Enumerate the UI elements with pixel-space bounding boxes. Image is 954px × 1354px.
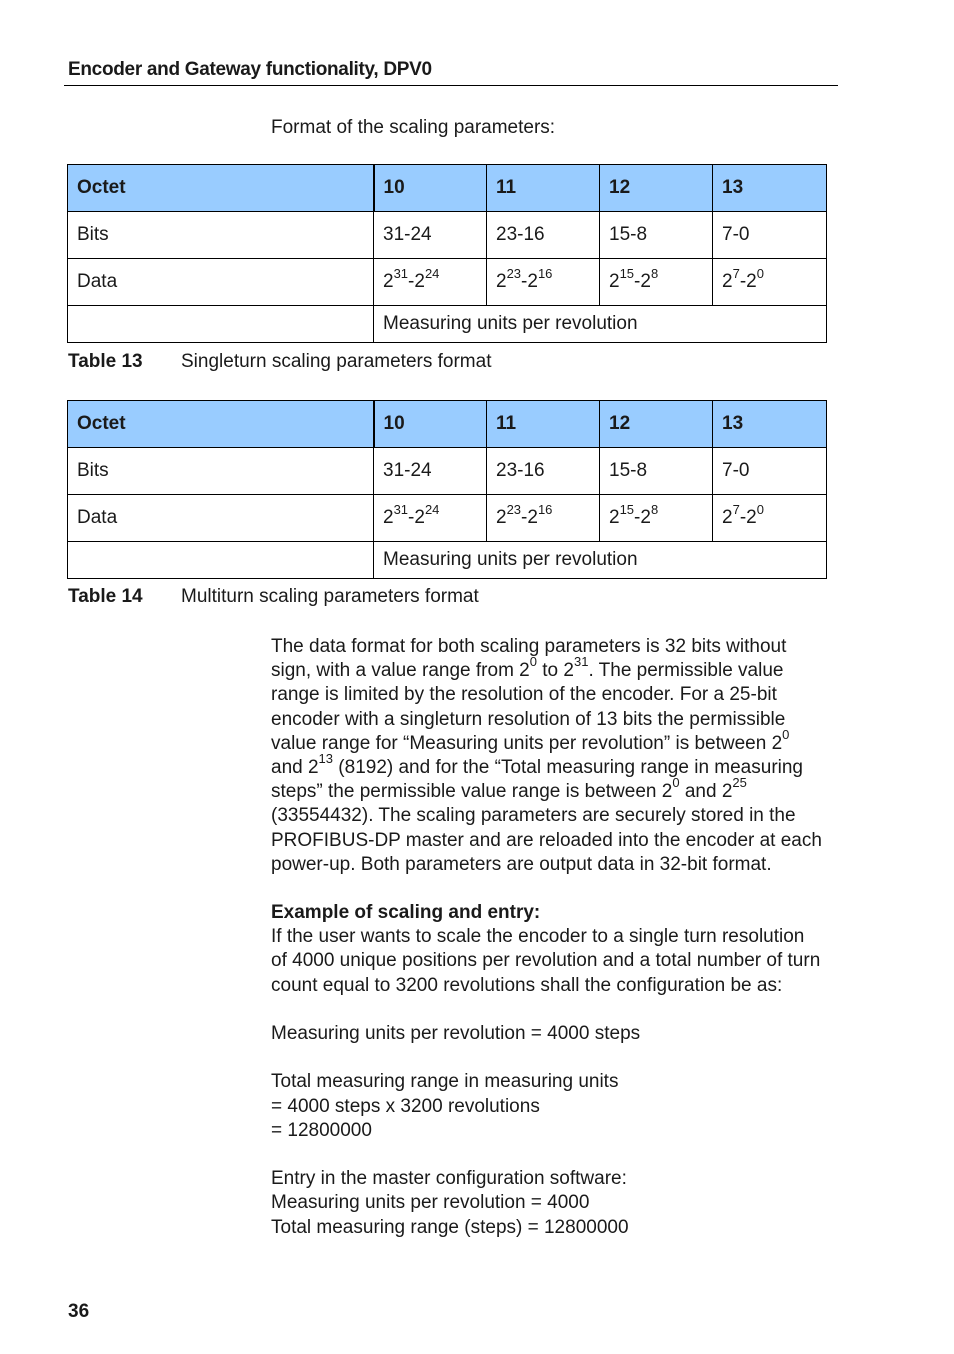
row-label: Data (68, 259, 374, 306)
table-caption (68, 351, 491, 373)
header-cell: 12 (600, 165, 713, 212)
text-line: count equal to 3200 revolutions shall the configuration be as: (271, 974, 783, 996)
running-header: Encoder and Gateway functionality, DPV0 (68, 59, 432, 80)
text-line: steps” the permissible value range is between $2^0$ and $2^{25}$ (271, 775, 747, 803)
row-label: Bits (68, 212, 374, 259)
intro-text: Format of the scaling parameters: (271, 117, 556, 138)
table-row (68, 542, 827, 579)
text-line: of 4000 unique positions per revolution and a total number of turn (271, 950, 821, 972)
text-line: Measuring units per revolution = 4000 steps (271, 1023, 641, 1044)
caption-text: Singleturn scaling parameters format (181, 351, 492, 372)
table-cell: 7-0 (713, 212, 827, 259)
caption-number: Table 13 (68, 351, 143, 372)
header-rule (64, 85, 838, 86)
singleturn-format-table (67, 164, 827, 343)
table-row (68, 259, 827, 306)
text-line: and $2^{13}$ (8192) and for the “Total measuring range in measuring (271, 751, 803, 779)
table-cell: 31-24 (374, 448, 487, 495)
text-line: range is limited by the resolution of the encoder. For a 25-bit (271, 684, 777, 706)
table-cell: $2^7-2^0$ (713, 495, 827, 542)
text-line: = 4000 steps x 3200 revolutions (271, 1095, 540, 1117)
spacer (271, 998, 841, 1022)
text-line: (33554432). The scaling parameters are securely stored in the (271, 805, 796, 827)
table-cell: 31-24 (374, 212, 487, 259)
page-number: 36 (68, 1301, 90, 1322)
table-cell: 23-16 (487, 212, 600, 259)
example-section (271, 901, 841, 1240)
caption-text: Multiturn scaling parameters format (181, 586, 479, 607)
table-cell (68, 542, 374, 579)
unit-cell: Measuring units per revolution (374, 542, 827, 579)
text-line: If the user wants to scale the encoder to a single turn resolution (271, 926, 805, 948)
table-cell: $2^{23}-2^{16}$ (487, 495, 600, 542)
row-label: Bits (68, 448, 374, 495)
header-cell: 11 (487, 401, 600, 448)
text-line: Measuring units per revolution = 4000 (271, 1192, 590, 1214)
table-cell (68, 306, 374, 343)
text-line: power-up. Both parameters are output data in 32-bit format. (271, 853, 772, 875)
table-row (68, 306, 827, 343)
table-row (68, 495, 827, 542)
text-line: Total measuring range (steps) = 12800000 (271, 1216, 629, 1238)
header-cell: 11 (487, 165, 600, 212)
table-cell: $2^{15}-2^8$ (600, 259, 713, 306)
table-cell: 23-16 (487, 448, 600, 495)
text-line: value range for “Measuring units per revolution” is between $2^0$ (271, 726, 790, 754)
table-cell: $2^{23}-2^{16}$ (487, 259, 600, 306)
text-line: The data format for both scaling parameters is 32 bits without (271, 636, 787, 657)
table-cell: 7-0 (713, 448, 827, 495)
header-cell: 12 (600, 401, 713, 448)
table-row (68, 212, 827, 259)
multiturn-format-table (67, 400, 827, 579)
text-line: encoder with a singleturn resolution of 13 bits the permissible (271, 708, 786, 730)
text-line: Entry in the master configuration software: (271, 1168, 627, 1190)
caption-number: Table 14 (68, 586, 143, 607)
text-line: Total measuring range in measuring units (271, 1071, 619, 1093)
table-header-row (68, 401, 827, 448)
header-cell: Octet (68, 401, 374, 448)
header-cell: 10 (374, 165, 487, 212)
table-cell: $2^{31}-2^{24}$ (374, 495, 487, 542)
table-cell: $2^{31}-2^{24}$ (374, 259, 487, 306)
table-row (68, 448, 827, 495)
text-line: = 12800000 (271, 1119, 372, 1141)
unit-cell: Measuring units per revolution (374, 306, 827, 343)
header-cell: 13 (713, 401, 827, 448)
header-cell: 13 (713, 165, 827, 212)
table-cell: $2^7-2^0$ (713, 259, 827, 306)
table-cell: 15-8 (600, 212, 713, 259)
text-line: PROFIBUS-DP master and are reloaded into the encoder at each (271, 829, 822, 851)
table-cell: 15-8 (600, 448, 713, 495)
table-cell: $2^{15}-2^8$ (600, 495, 713, 542)
table-caption (68, 586, 479, 608)
body-paragraph (271, 635, 841, 877)
row-label: Data (68, 495, 374, 542)
text-line: sign, with a value range from $2^0$ to $2^{31}$. The permissible value (271, 654, 784, 682)
spacer (271, 1046, 841, 1070)
header-cell: Octet (68, 165, 374, 212)
example-heading: Example of scaling and entry: (271, 902, 541, 923)
spacer (271, 1143, 841, 1167)
header-cell: 10 (374, 401, 487, 448)
table-header-row (68, 165, 827, 212)
